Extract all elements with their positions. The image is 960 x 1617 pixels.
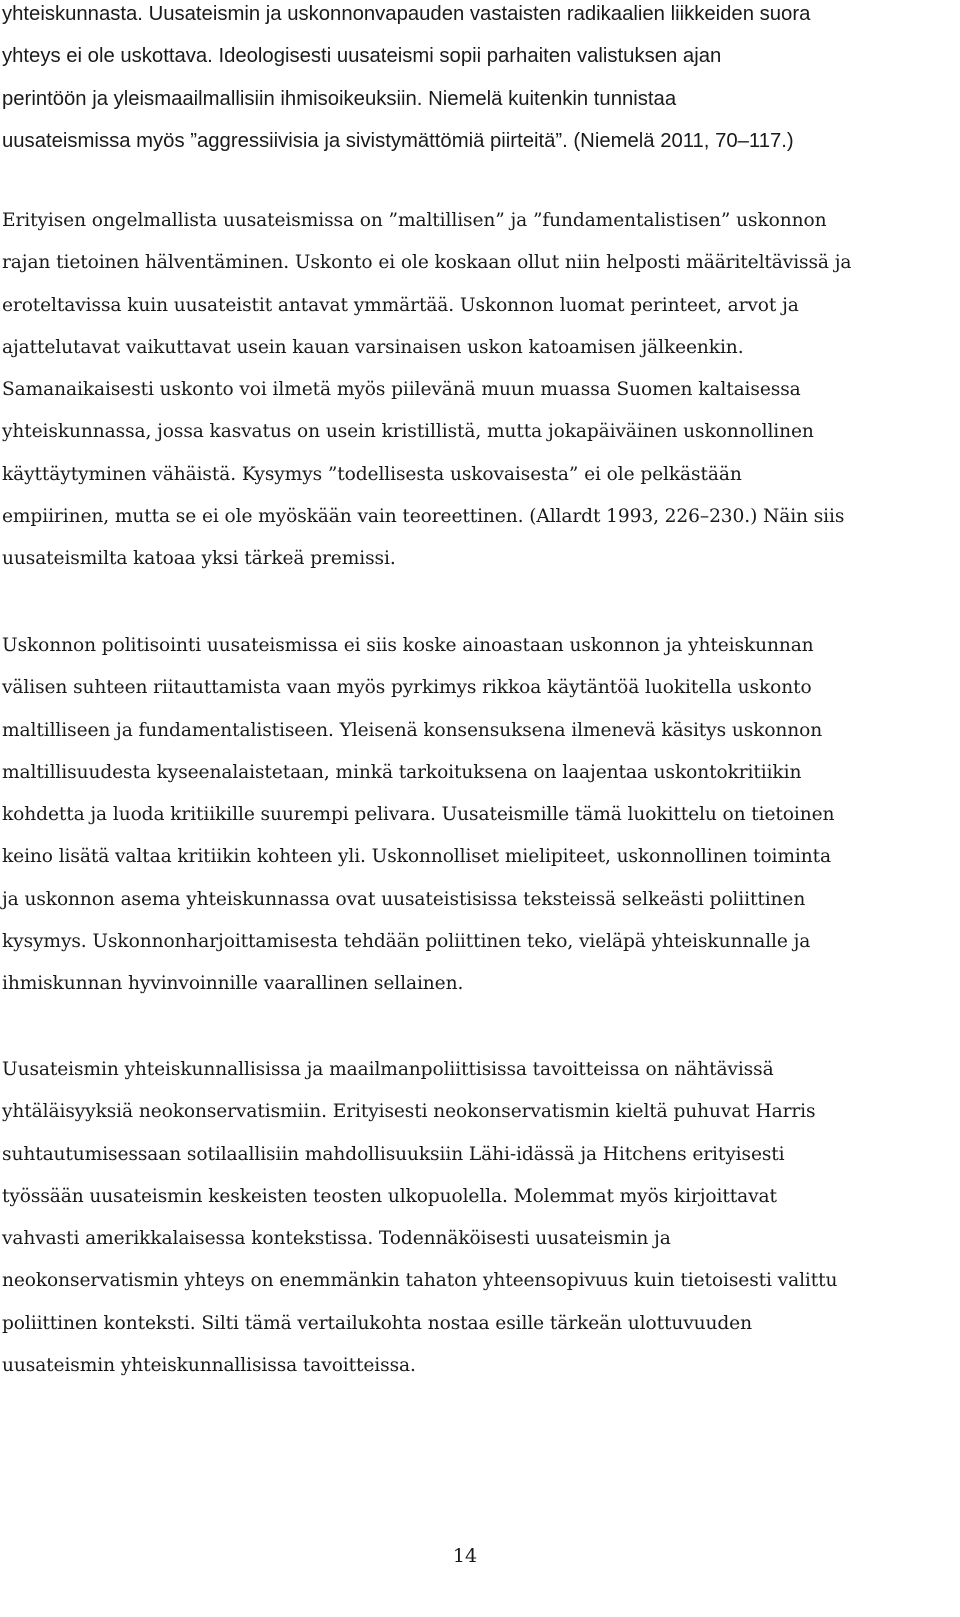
paragraph: Uskonnon politisointi uusateismissa ei siis koske ainoastaan uskonnon ja yhteiskunnan välisen suhteen riitauttamista vaan myös pyrkimys rikkoa käytäntöä luokitella uskonto maltilliseen ja fundamentalistiseen. Yleisenä konsensuksena ilmenevä käsitys uskonnon maltillisuudesta kyseenalaistetaan, minkä tarkoituksena on laajentaa uskontokritiikin kohdetta ja luoda kritiikille suurempi pelivara. Uusateismille tämä luokittelu on tietoinen keino lisätä valtaa kritiikin kohteen yli. Uskonnolliset mielipiteet, uskonnollinen toiminta ja uskonnon asema yhteiskunnassa ovat uusateistisissa teksteissä selkeästi poliittinen kysymys. Uskonnonharjoittamisesta tehdään poliittinen teko, vieläpä yhteiskunnalle ja ihmiskunnan hyvinvoinnille vaarallinen sellainen.: [2, 635, 835, 995]
paragraph: Uusateismin yhteiskunnallisissa ja maailmanpoliittisissa tavoitteissa on nähtävissä yhtäläisyyksiä neokonservatismiin. Erityisesti neokonservatismin kieltä puhuvat Harris suhtautumisessaan sotilaallisiin mahdollisuuksiin Lähi-idässä ja Hitchens erityisesti työssään uusateismin keskeisten teosten ulkopuolella. Molemmat myös kirjoittavat vahvasti amerikkalaisessa kontekstissa. Todennäköisesti uusateismin ja neokonservatismin yhteys on enemmänkin tahaton yhteensopivuus kuin tietoisesti valittu poliittinen konteksti. Silti tämä vertailukohta nostaa esille tärkeän ulottuvuuden uusateismin yhteiskunnallisissa tavoitteissa.: [2, 1059, 838, 1377]
paragraph: Erityisen ongelmallista uusateismissa on ”maltillisen” ja ”fundamentalistisen” uskonnon rajan tietoinen hälventäminen. Uskonto ei ole koskaan ollut niin helposti määriteltävissä ja eroteltavissa kuin uusateistit antavat ymmärtää. Uskonnon luomat perinteet, arvot ja ajattelutavat vaikuttavat usein kauan varsinaisen uskon katoamisen jälkeenkin. Samanaikaisesti uskonto voi ilmetä myös piilevänä muun muassa Suomen kaltaisessa yhteiskunnassa, jossa kasvatus on usein kristillistä, mutta jokapäiväinen uskonnollinen käyttäytyminen vähäistä. Kysymys ”todellisesta uskovaisesta” ei ole pelkästään empiirinen, mutta se ei ole myöskään vain teoreettinen. (Allardt 1993, 226–230.) Näin siis uusateismilta katoaa yksi tärkeä premissi.: [2, 210, 852, 570]
paragraph: yhteiskunnasta. Uusateismin ja uskonnonvapauden vastaisten radikaalien liikkeiden suora yhteys ei ole uskottava. Ideologisesti uusateismi sopii parhaiten valistuksen ajan perintöön ja yleismaailmallisiin ihmisoikeuksiin. Niemelä kuitenkin tunnistaa uusateismissa myös ”aggressiivisia ja sivistymättömiä piirteitä”. (Niemelä 2011, 70–117.): [2, 3, 811, 152]
page-number: 14: [452, 1545, 478, 1567]
